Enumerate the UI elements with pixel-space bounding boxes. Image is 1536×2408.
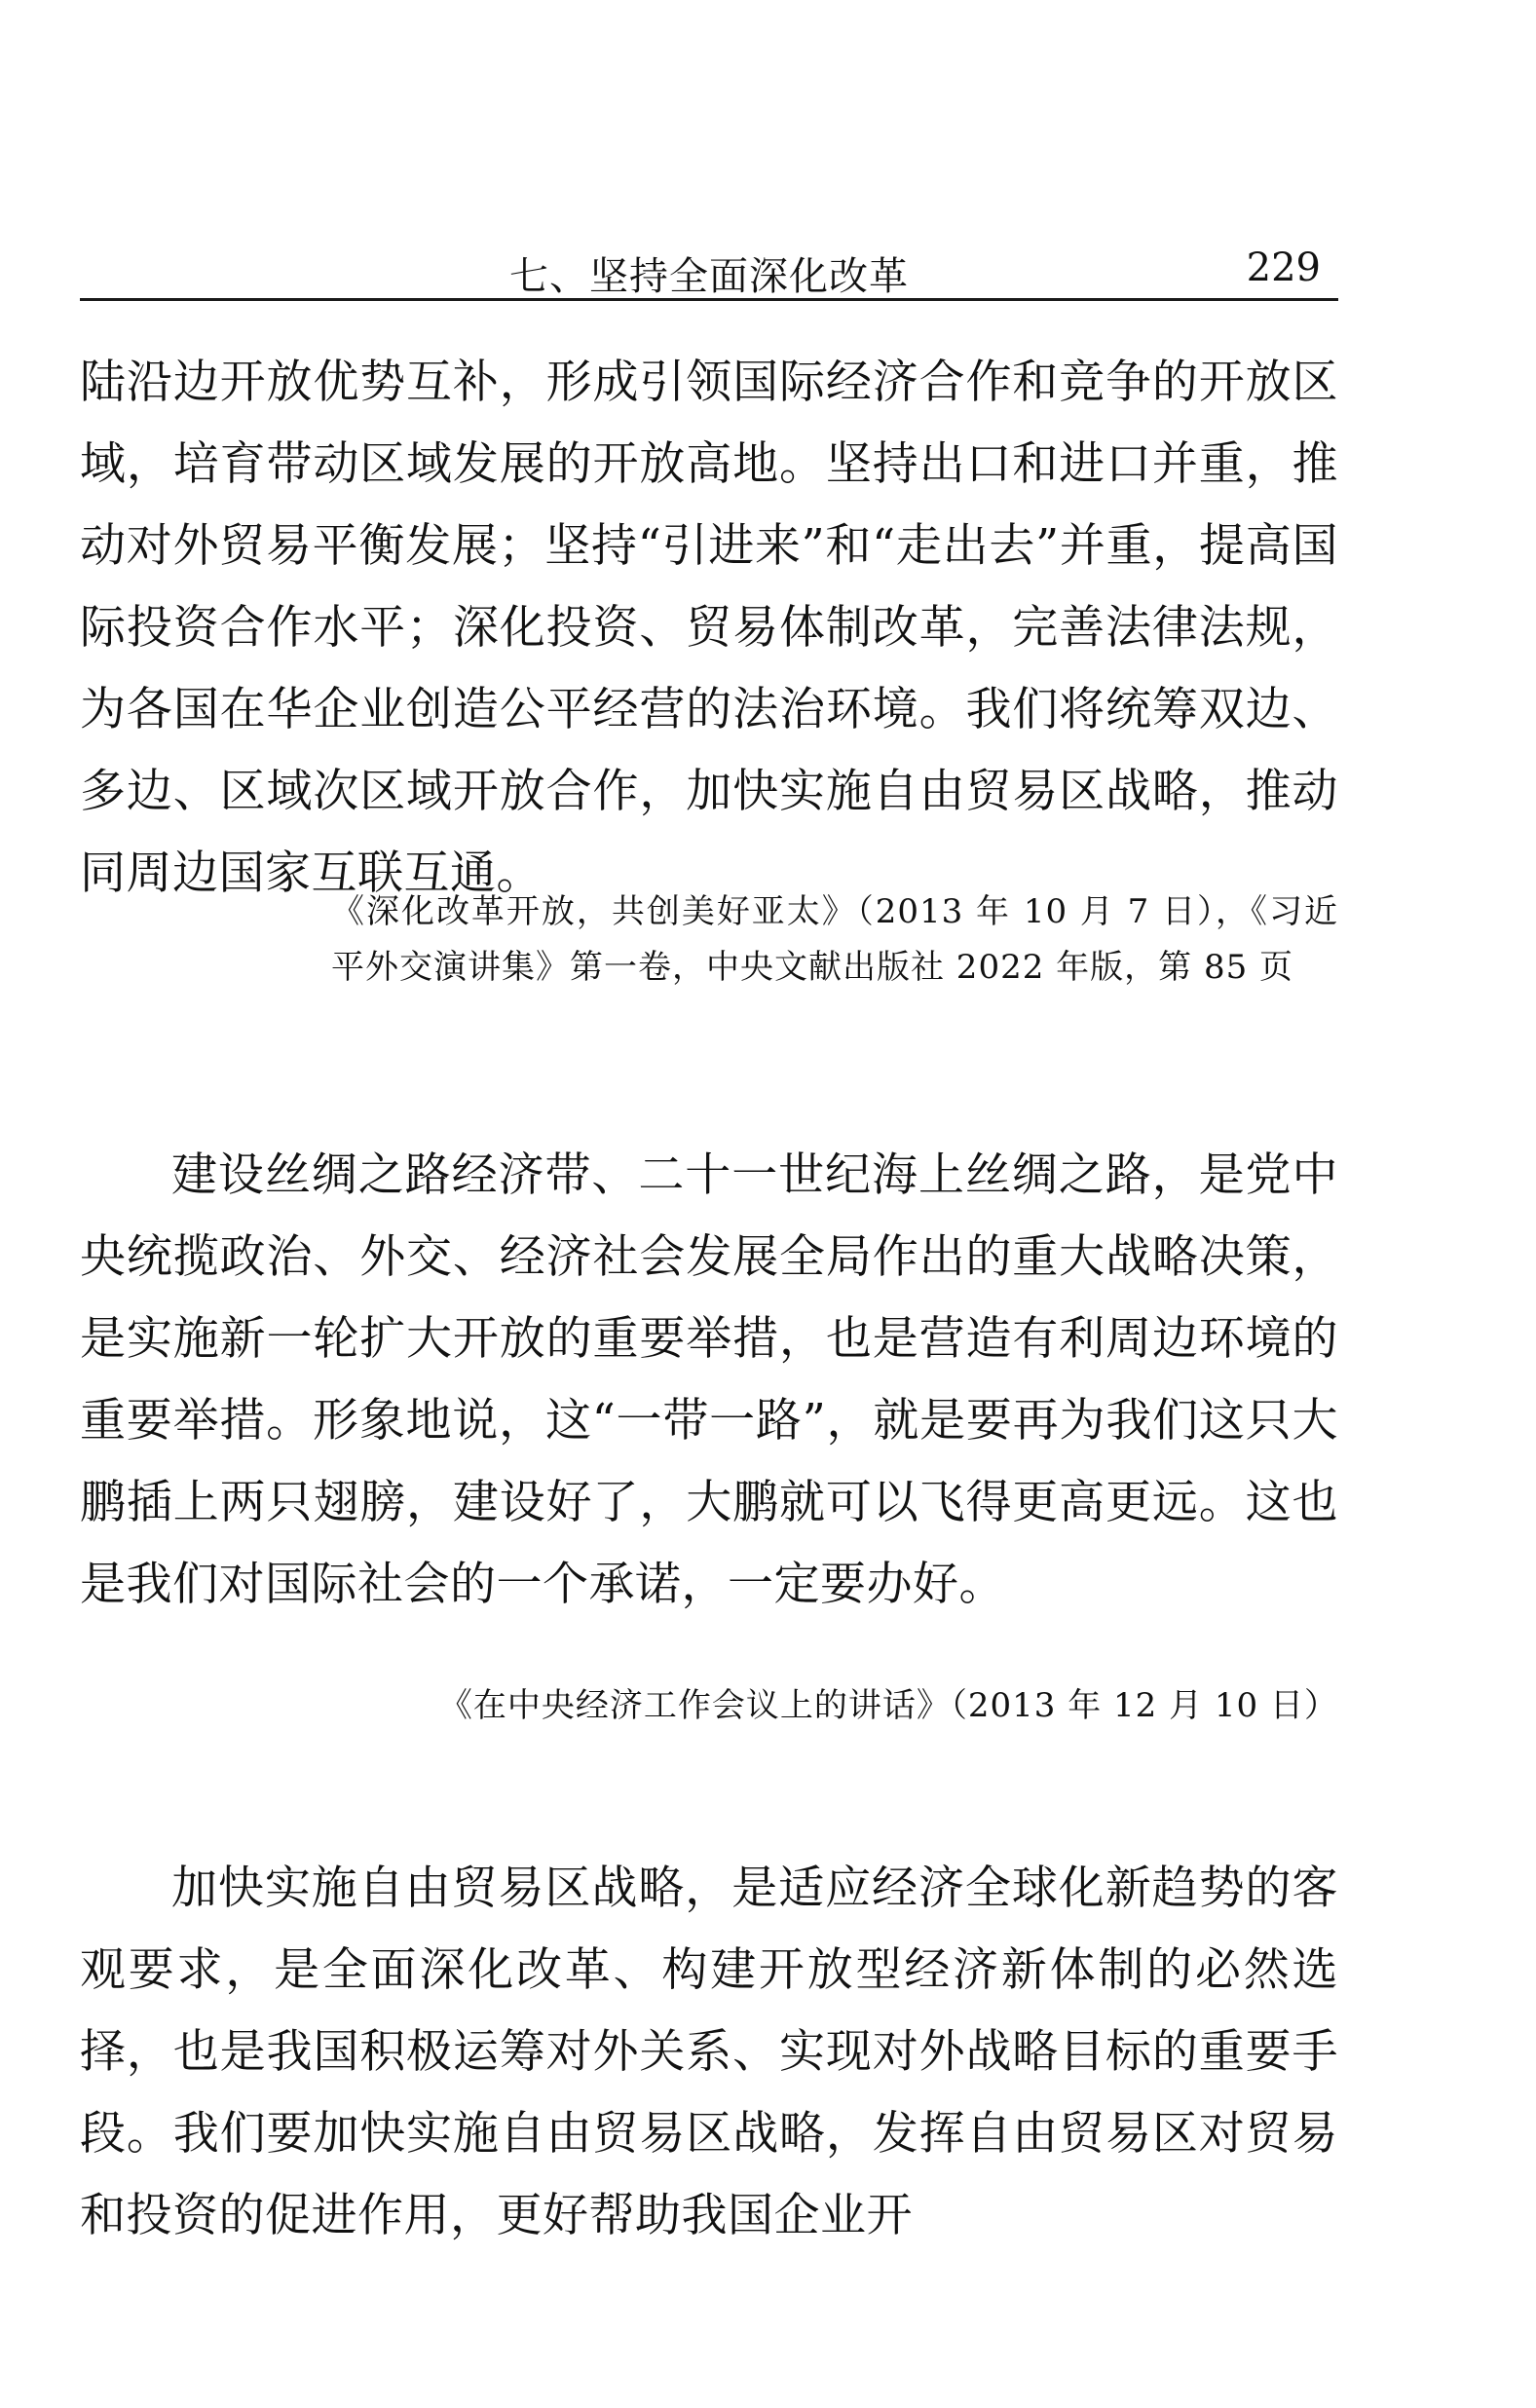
paragraph-1: 陆沿边开放优势互补，形成引领国际经济合作和竞争的开放区域，培育带动区域发展的开放高地。坚持出口和进口并重，推动对外贸易平衡发展；坚持“引进来”和“走出去”并重，提高国际投资合作水平；深化投资、贸易体制改革，完善法律法规，为各国在华企业创造公平经营的法治环境。我们将统筹双边、多边、区域次区域开放合作，加快实施自由贸易区战略，推动同周边国家互联互通。: [80, 356, 1338, 900]
source-citation-1: 《深化改革开放，共创美好亚太》（2013 年 10 月 7 日），《习近平外交演讲集》第一卷，中央文献出版社 2022 年版，第 85 页: [331, 892, 1338, 987]
paragraph-2: 建设丝绸之路经济带、二十一世纪海上丝绸之路，是党中央统揽政治、外交、经济社会发展全局作出的重大战略决策，是实施新一轮扩大开放的重要举措，也是营造有利周边环境的重要举措。形象地说，这“一带一路”，就是要再为我们这只大鹏插上两只翅膀，建设好了，大鹏就可以飞得更高更远。这也是我们对国际社会的一个承诺，一定要办好。: [80, 1148, 1338, 1611]
source-citation-2: 《在中央经济工作会议上的讲话》（2013 年 12 月 10 日）: [438, 1686, 1338, 1725]
running-header: [80, 240, 1338, 301]
chapter-title: 七、坚持全面深化改革: [509, 254, 909, 299]
page-number: 229: [1246, 245, 1321, 290]
paragraph-3: 加快实施自由贸易区战略，是适应经济全球化新趋势的客观要求，是全面深化改革、构建开放型经济新体制的必然选择，也是我国积极运筹对外关系、实现对外战略目标的重要手段。我们要加快实施自由贸易区战略，发挥自由贸易区对贸易和投资的促进作用，更好帮助我国企业开: [80, 1862, 1338, 2242]
